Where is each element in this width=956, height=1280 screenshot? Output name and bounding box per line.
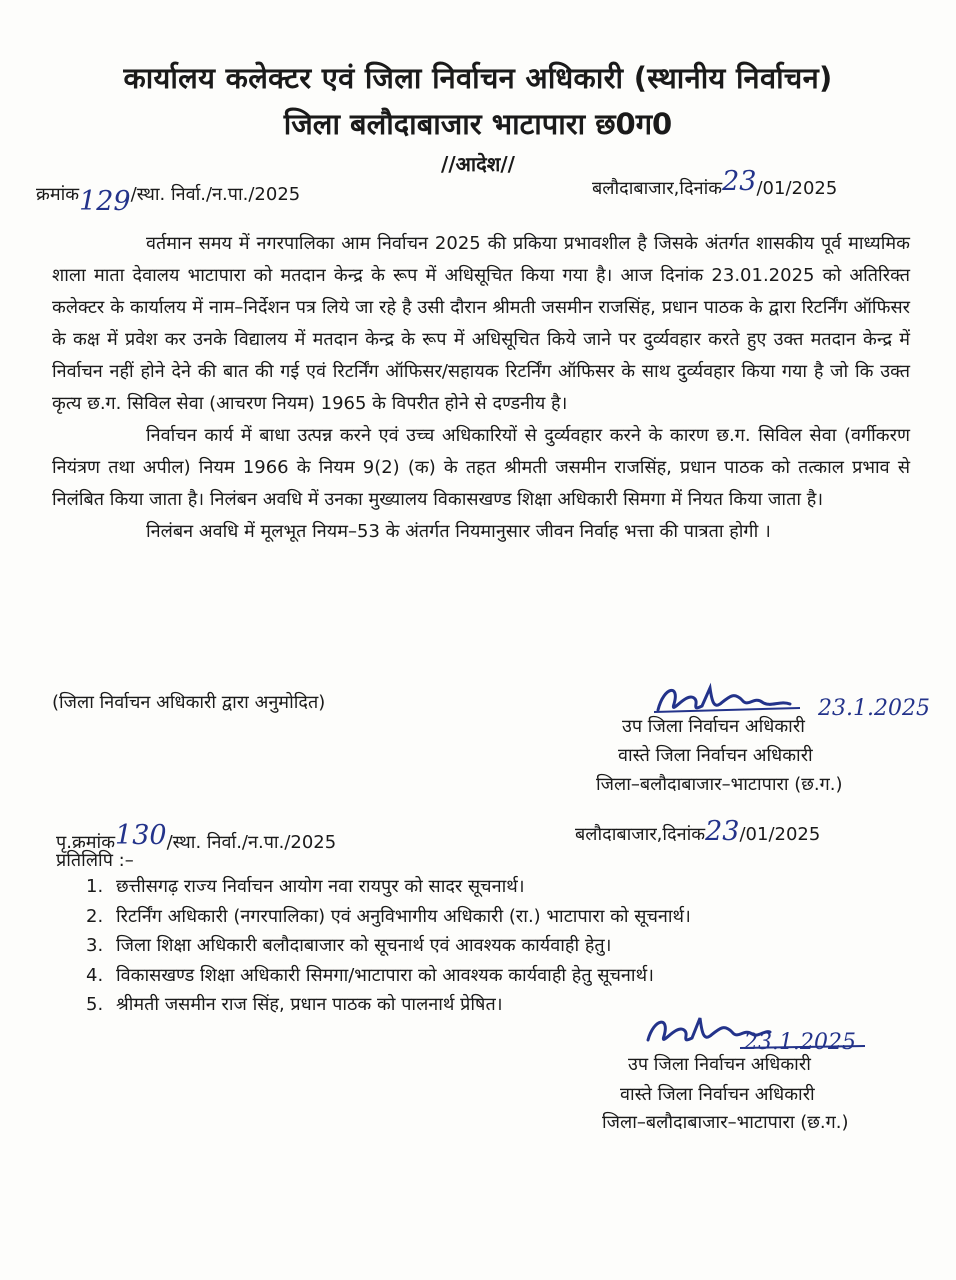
endorsement-ref-prefix: पृ.क्रमांक xyxy=(56,832,116,853)
paragraph-2: निर्वाचन कार्य में बाधा उत्पन्न करने एवं उच्च अधिकारियों से दुर्व्यवहार करने के कारण छ.ग. सिविल सेवा (वर्गीकरण नियंत्रण तथा अपील) नियम 1966 के नियम 9(2) (क) के तहत श्रीमती जसमीन राजसिंह, प्रधान पाठक को तत्काल प्रभाव से निलंबित किया जाता है। निलंबन अवधि में उनका मुख्यालय विकासखण्ड शिक्षा अधिकारी सिमगा में नियत किया जाता है। xyxy=(52,425,910,510)
signature-1-district: जिला–बलौदाबाजार–भाटापारा (छ.ग.) xyxy=(596,774,843,795)
order-reference xyxy=(36,176,301,217)
handwritten-endorsement-number: 130 xyxy=(115,820,167,851)
signature-2-designation: उप जिला निर्वाचन अधिकारी xyxy=(628,1054,811,1075)
signature-2-on-behalf: वास्ते जिला निर्वाचन अधिकारी xyxy=(620,1084,815,1105)
office-title: कार्यालय कलेक्टर एवं जिला निर्वाचन अधिकारी (स्थानीय निर्वाचन) xyxy=(123,61,833,95)
handwritten-ref-number: 129 xyxy=(79,186,131,217)
endorsement-date xyxy=(575,816,820,847)
list-item: 5. श्रीमती जसमीन राज सिंह, प्रधान पाठक को पालनार्थ प्रेषित। xyxy=(86,994,503,1015)
signature-1-designation: उप जिला निर्वाचन अधिकारी xyxy=(622,716,805,737)
approval-note: (जिला निर्वाचन अधिकारी द्वारा अनुमोदित) xyxy=(52,692,326,713)
order-heading: //आदेश// xyxy=(441,152,515,176)
endorsement-date-suffix: /01/2025 xyxy=(739,824,821,845)
order-body xyxy=(52,228,910,548)
date-prefix: बलौदाबाजार,दिनांक xyxy=(592,178,723,199)
list-item: 1. छत्तीसगढ़ राज्य निर्वाचन आयोग नवा रायपुर को सादर सूचनार्थ। xyxy=(86,876,525,897)
paragraph-3: निलंबन अवधि में मूलभूत नियम–53 के अंतर्गत नियमानुसार जीवन निर्वाह भत्ता की पात्रता होगी । xyxy=(146,521,771,542)
endorsement-ref-suffix: /स्था. निर्वा./न.पा./2025 xyxy=(166,832,337,853)
signature-1-date: 23.1.2025 xyxy=(818,696,930,721)
order-date xyxy=(592,166,838,201)
signature-2-date: 23.1.2025 xyxy=(744,1030,856,1055)
endorsement-date-prefix: बलौदाबाजार,दिनांक xyxy=(575,824,706,845)
copy-list xyxy=(86,872,691,1020)
signature-2-district: जिला–बलौदाबाजार–भाटापारा (छ.ग.) xyxy=(602,1112,849,1133)
list-item: 4. विकासखण्ड शिक्षा अधिकारी सिमगा/भाटापारा को आवश्यक कार्यवाही हेतु सूचनार्थ। xyxy=(86,964,654,986)
paragraph-1: वर्तमान समय में नगरपालिका आम निर्वाचन 2025 की प्रकिया प्रभावशील है जिसके अंतर्गत शासकीय पूर्व माध्यमिक शाला माता देवालय भाटापारा को मतदान केन्द्र के रूप में अधिसूचित किया गया है। आज दिनांक 23.01.2025 को अतिरिक्त कलेक्टर के कार्यालय में नाम–निर्देशन पत्र लिये जा रहे है उसी दौरान श्रीमती जसमीन राजसिंह, प्रधान पाठक के द्वारा रिटर्निंग ऑफिसर के कक्ष में प्रवेश कर उनके विद्यालय में मतदान केन्द्र के रूप में अधिसूचित किये जाने पर दुर्व्यवहार करते हुए उक्त मतदान केन्द्र में निर्वाचन नहीं होने देने की बात की गई एवं रिटर्निंग ऑफिसर/सहायक रिटर्निंग ऑफिसर के साथ दुर्व्यवहार किया गया है जो कि उक्त कृत्य छ.ग. सिविल सेवा (आचरण नियम) 1965 के विपरीत होने से दण्डनीय है। xyxy=(52,233,910,414)
signature-1-on-behalf: वास्ते जिला निर्वाचन अधिकारी xyxy=(618,745,813,766)
ref-suffix: /स्था. निर्वा./न.पा./2025 xyxy=(130,184,301,205)
date-suffix: /01/2025 xyxy=(756,178,838,199)
district-title: जिला बलौदाबाजार भाटापारा छ0ग0 xyxy=(283,107,673,141)
handwritten-date-day: 23 xyxy=(722,166,757,197)
handwritten-endorsement-day: 23 xyxy=(705,816,740,847)
copy-heading: प्रतिलिपि :– xyxy=(56,850,134,871)
list-item: 3. जिला शिक्षा अधिकारी बलौदाबाजार को सूचनार्थ एवं आवश्यक कार्यवाही हेतु। xyxy=(86,935,612,956)
list-item: 2. रिटर्निंग अधिकारी (नगरपालिका) एवं अनुविभागीय अधिकारी (रा.) भाटापारा को सूचनार्थ। xyxy=(86,905,691,927)
ref-prefix: क्रमांक xyxy=(36,184,80,205)
